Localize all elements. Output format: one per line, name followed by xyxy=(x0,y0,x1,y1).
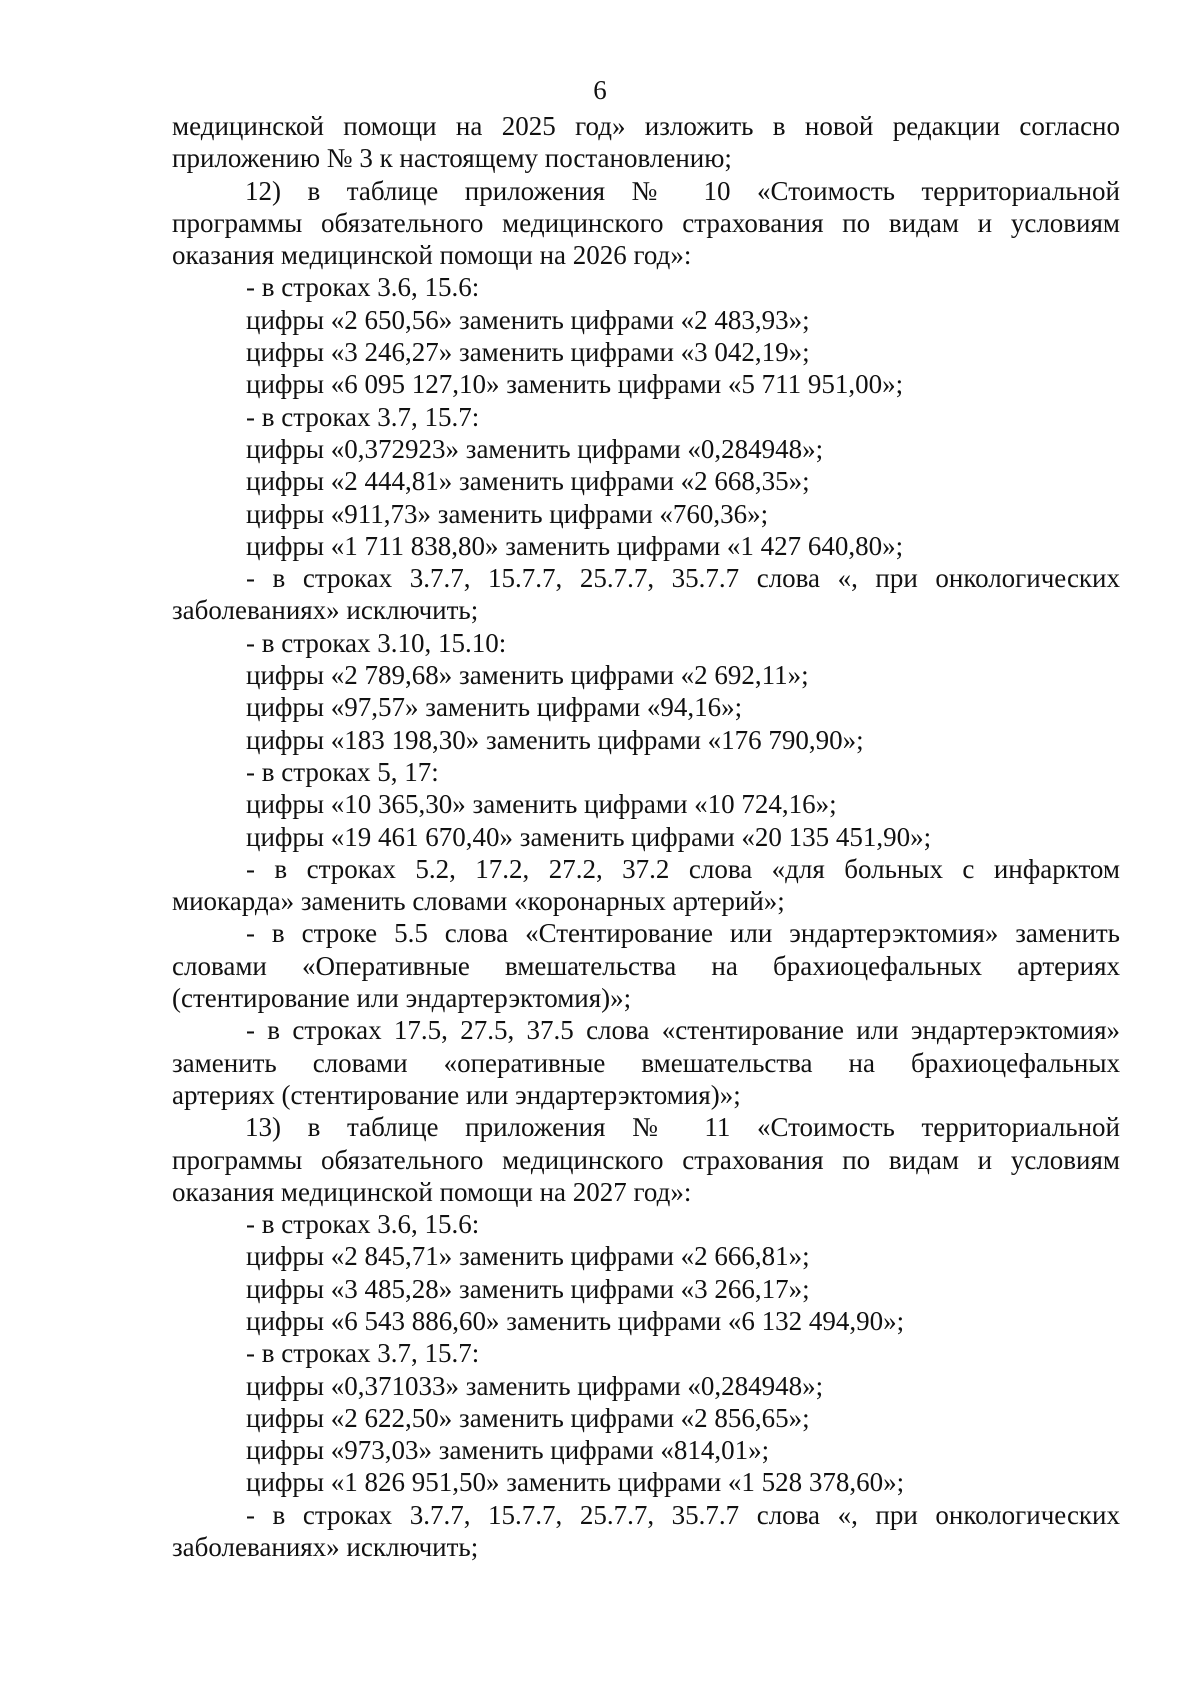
text-line: (стентирование или эндартерэктомия)»; xyxy=(172,983,632,1014)
text-line: цифры «6 543 886,60» заменить цифрами «6 132 494,90»; xyxy=(246,1305,905,1336)
text-line: 13) в таблице приложения № 11 «Стоимость территориальной xyxy=(245,1112,1120,1143)
text-line: цифры «2 789,68» заменить цифрами «2 692,11»; xyxy=(246,660,809,691)
text-line: цифры «6 095 127,10» заменить цифрами «5 711 951,00»; xyxy=(246,369,904,400)
document-body xyxy=(172,110,1120,1563)
text-line: медицинской помощи на 2025 год» изложить в новой редакции согласно xyxy=(172,111,1120,141)
text-line: - в строках 5, 17: xyxy=(246,756,439,787)
text-line: - в строках 3.10, 15.10: xyxy=(246,627,507,658)
text-line: цифры «0,371033» заменить цифрами «0,284948»; xyxy=(246,1370,824,1401)
text-line: цифры «2 444,81» заменить цифрами «2 668,35»; xyxy=(246,466,810,497)
page-number: 6 xyxy=(593,75,607,105)
text-line: программы обязательного медицинского страхования по видам и условиям xyxy=(172,207,1120,238)
text-line: цифры «2 650,56» заменить цифрами «2 483,93»; xyxy=(246,304,810,335)
text-line: цифры «10 365,30» заменить цифрами «10 724,16»; xyxy=(246,789,837,820)
text-line: цифры «2 845,71» заменить цифрами «2 666,81»; xyxy=(246,1241,810,1272)
text-line: цифры «3 246,27» заменить цифрами «3 042,19»; xyxy=(246,337,810,368)
text-line: оказания медицинской помощи на 2026 год»: xyxy=(172,240,692,271)
text-line: цифры «97,57» заменить цифрами «94,16»; xyxy=(246,692,743,723)
text-line: - в строках 17.5, 27.5, 37.5 слова «стентирование или эндартерэктомия» xyxy=(246,1015,1120,1046)
text-line: 12) в таблице приложения № 10 «Стоимость территориальной xyxy=(245,175,1120,206)
text-line: цифры «1 711 838,80» заменить цифрами «1 427 640,80»; xyxy=(246,530,904,561)
text-line: - в строках 3.7.7, 15.7.7, 25.7.7, 35.7.7 слова «, при онкологических xyxy=(246,563,1120,594)
text-line: цифры «911,73» заменить цифрами «760,36»; xyxy=(246,498,769,529)
text-line: заменить словами «оперативные вмешательства на брахиоцефальных xyxy=(172,1047,1120,1078)
text-line: - в строках 3.6, 15.6: xyxy=(246,1209,480,1240)
text-line: программы обязательного медицинского страхования по видам и условиям xyxy=(172,1144,1120,1175)
text-line: цифры «1 826 951,50» заменить цифрами «1 528 378,60»; xyxy=(246,1467,905,1498)
text-line: цифры «0,372923» заменить цифрами «0,284948»; xyxy=(246,433,824,464)
text-line: цифры «973,03» заменить цифрами «814,01»; xyxy=(246,1435,770,1466)
text-line: - в строках 3.7, 15.7: xyxy=(246,401,480,432)
text-line: цифры «2 622,50» заменить цифрами «2 856,65»; xyxy=(246,1402,810,1433)
text-line: словами «Оперативные вмешательства на брахиоцефальных артериях xyxy=(172,950,1120,981)
text-line: - в строках 3.6, 15.6: xyxy=(246,272,480,303)
text-line: цифры «19 461 670,40» заменить цифрами «20 135 451,90»; xyxy=(246,821,932,852)
text-line: цифры «183 198,30» заменить цифрами «176 790,90»; xyxy=(246,724,864,755)
text-line: цифры «3 485,28» заменить цифрами «3 266,17»; xyxy=(246,1273,810,1304)
text-line: - в строках 3.7.7, 15.7.7, 25.7.7, 35.7.7 слова «, при онкологических xyxy=(246,1499,1120,1530)
text-line: - в строках 5.2, 17.2, 27.2, 37.2 слова «для больных с инфарктом xyxy=(246,853,1120,884)
text-line: - в строке 5.5 слова «Стентирование или эндартерэктомия» заменить xyxy=(246,918,1120,949)
text-line: оказания медицинской помощи на 2027 год»: xyxy=(172,1176,692,1207)
text-line: заболеваниях» исключить; xyxy=(172,1532,479,1563)
text-line: приложению № 3 к настоящему постановлению; xyxy=(172,143,732,174)
text-line: - в строках 3.7, 15.7: xyxy=(246,1338,480,1369)
text-line: миокарда» заменить словами «коронарных артерий»; xyxy=(172,886,785,917)
text-line: заболеваниях» исключить; xyxy=(172,595,479,626)
text-line: артериях (стентирование или эндартерэктомия)»; xyxy=(172,1079,741,1110)
